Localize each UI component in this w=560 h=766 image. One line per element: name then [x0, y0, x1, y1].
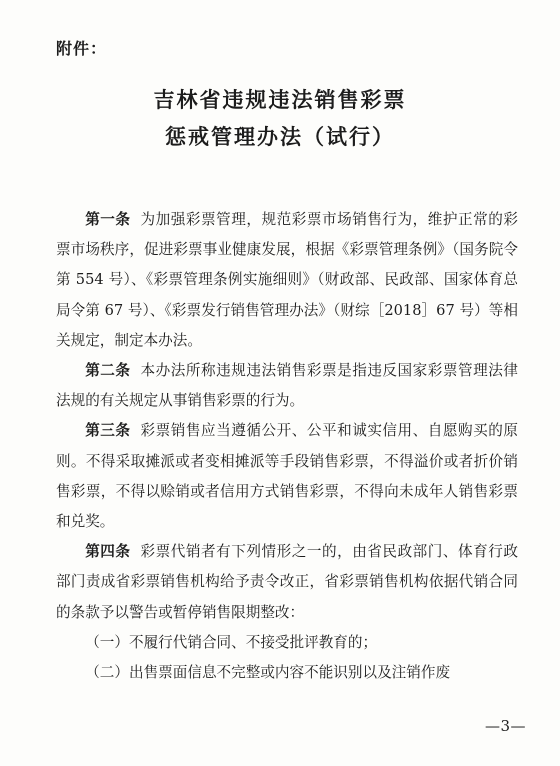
article-text: 为加强彩票管理，规范彩票市场销售行为，维护正常的彩票市场秩序，促进彩票事业健康发展，根据《彩票管理条例》（国务院令第 554 号）、《彩票管理条例实施细则》（财政部、民政部、国家体育总局令第 67 号）、《彩票发行销售管理办法》（财综［2018］67 号）等相关规定，制定本办法。: [56, 211, 518, 349]
article-heading: 第一条: [85, 211, 131, 228]
article-4: [56, 537, 518, 628]
article-heading: 第四条: [85, 543, 131, 561]
list-item: （一）不履行代销合同、不接受批评教育的；: [85, 633, 378, 651]
article-text: 彩票销售应当遵循公开、公平和诚实信用、自愿购买的原则。不得采取摊派或者变相摊派等手段销售彩票，不得溢价或者折价销售彩票，不得以赊销或者信用方式销售彩票，不得向未成年人销售彩票和兑奖。: [56, 422, 518, 531]
article-heading: 第二条: [85, 362, 131, 380]
article-2: [56, 356, 518, 416]
article-3: [56, 416, 518, 537]
article-text: 彩票代销者有下列情形之一的，由省民政部门、体育行政部门责成省彩票销售机构给予责令改正，省彩票销售机构依据代销合同的条款予以警告或暂停销售限期整改：: [56, 543, 518, 621]
article-1: [56, 205, 518, 356]
document-title-line1: 吉林省违规违法销售彩票: [153, 88, 407, 112]
document-title-line2: 惩戒管理办法（试行）: [165, 125, 395, 149]
article-text: 本办法所称违规违法销售彩票是指违反国家彩票管理法律法规的有关规定从事销售彩票的行为。: [56, 362, 518, 410]
page-number: —3—: [484, 717, 526, 735]
document-body: [56, 205, 518, 688]
article-heading: 第三条: [85, 422, 131, 440]
list-item: （二）出售票面信息不完整或内容不能识别以及注销作废: [85, 664, 451, 682]
attachment-label: 附件：: [56, 39, 108, 58]
